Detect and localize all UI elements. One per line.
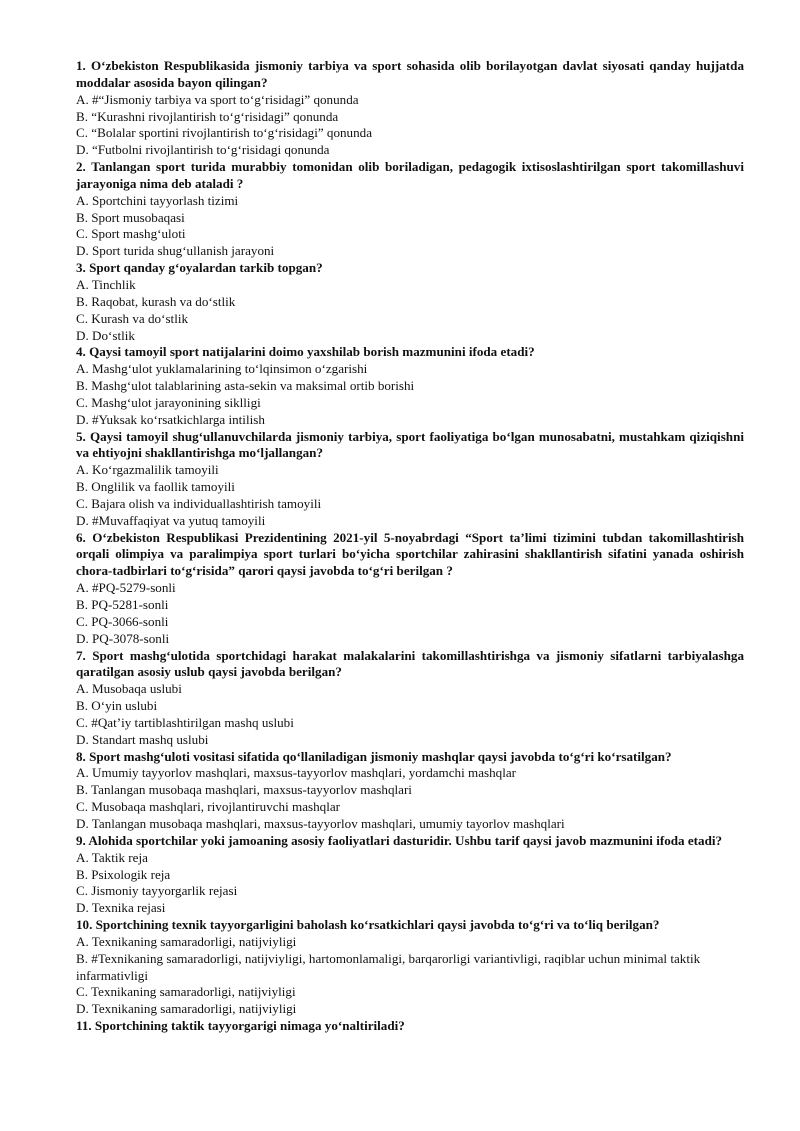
- question-10: 10. Sportchining texnik tayyorgarligini baholash ko‘rsatkichlari qaysi javobda to‘g‘ri va to‘liq berilgan?: [76, 917, 660, 933]
- question-9-option-d: D. Texnika rejasi: [76, 900, 166, 916]
- question-10-option-c: C. Texnikaning samaradorligi, natijviyligi: [76, 984, 296, 1000]
- question-4-option-c: C. Mashg‘ulot jarayonining siklligi: [76, 394, 261, 410]
- question-5-option-c: C. Bajara olish va individuallashtirish tamoyili: [76, 495, 322, 511]
- question-10-option-d: D. Texnikaning samaradorligi, natijviyligi: [76, 1001, 297, 1017]
- question-10-option-b: B. #Texnikaning samaradorligi, natijviyligi, hartomonlamaligi, barqarorligi variantivligi, raqiblar uchun minimal taktik infarmativligi: [76, 950, 701, 983]
- question-3: 3. Sport qanday g‘oyalardan tarkib topgan?: [76, 260, 323, 276]
- question-1-option-b: B. “Kurashni rivojlantirish to‘g‘risidagi” qonunda: [76, 108, 339, 124]
- question-6: 6. O‘zbekiston Respublikasi Prezidentining 2021-yil 5-noyabrdagi “Sport ta’limi tizimini tubdan takomillashtirish orqali olimpiya va paralimpiya sport turlari bo‘yicha sportchilar zahirasini shakllantirish sifatini yanada oshirish chora-tadbirlari to‘g‘risida” qarori qaysi javobda to‘g‘ri berilgan ?: [76, 529, 744, 579]
- question-8-option-a: A. Umumiy tayyorlov mashqlari, maxsus-tayyorlov mashqlari, yordamchi mashqlar: [76, 765, 517, 781]
- question-7-option-a: A. Musobaqa uslubi: [76, 681, 182, 697]
- question-1: 1. O‘zbekiston Respublikasida jismoniy tarbiya va sport sohasida olib borilayotgan davlat siyosati qanday hujjatda moddalar asosida bayon qilingan?: [76, 58, 744, 90]
- question-3-option-a: A. Tinchlik: [76, 276, 136, 292]
- question-1-option-a: A. #“Jismoniy tarbiya va sport to‘g‘risidagi” qonunda: [76, 91, 359, 107]
- question-4: 4. Qaysi tamoyil sport natijalarini doimo yaxshilab borish mazmunini ifoda etadi?: [76, 344, 535, 360]
- question-1-option-c: C. “Bolalar sportini rivojlantirish to‘g‘risidagi” qonunda: [76, 125, 373, 141]
- question-2-option-b: B. Sport musobaqasi: [76, 209, 185, 225]
- question-4-option-b: B. Mashg‘ulot talablarining asta-sekin va maksimal ortib borishi: [76, 378, 415, 394]
- question-2-option-d: D. Sport turida shug‘ullanish jarayoni: [76, 243, 275, 259]
- question-3-option-c: C. Kurash va do‘stlik: [76, 310, 189, 326]
- question-2-option-c: C. Sport mashg‘uloti: [76, 226, 186, 242]
- question-8-option-b: B. Tanlangan musobaqa mashqlari, maxsus-tayyorlov mashqlari: [76, 782, 412, 798]
- question-7-option-c: C. #Qat’iy tartiblashtirilgan mashq uslubi: [76, 714, 294, 730]
- question-8-option-c: C. Musobaqa mashqlari, rivojlantiruvchi mashqlar: [76, 799, 341, 815]
- question-5: 5. Qaysi tamoyil shug‘ullanuvchilarda jismoniy tarbiya, sport faoliyatiga bo‘lgan munosabatni, mustahkam qiziqishni va ehtiyojni shakllantirishga mo‘ljallangan?: [76, 428, 744, 461]
- question-5-option-d: D. #Muvaffaqiyat va yutuq tamoyili: [76, 512, 266, 528]
- question-9-option-b: B. Psixologik reja: [76, 866, 171, 882]
- question-11: 11. Sportchining taktik tayyorgarigi nimaga yo‘naltiriladi?: [76, 1018, 405, 1034]
- question-2-option-a: A. Sportchini tayyorlash tizimi: [76, 192, 239, 208]
- question-8-option-d: D. Tanlangan musobaqa mashqlari, maxsus-tayyorlov mashqlari, umumiy tayorlov mashqlari: [76, 815, 565, 831]
- question-5-option-a: A. Ko‘rgazmalilik tamoyili: [76, 462, 219, 478]
- question-4-option-d: D. #Yuksak ko‘rsatkichlarga intilish: [76, 411, 265, 427]
- question-6-option-b: B. PQ-5281-sonli: [76, 597, 169, 612]
- question-6-option-a: A. #PQ-5279-sonli: [76, 580, 176, 596]
- question-6-option-d: D. PQ-3078-sonli: [76, 630, 170, 646]
- question-3-option-b: B. Raqobat, kurash va do‘stlik: [76, 293, 236, 309]
- question-1-option-d: D. “Futbolni rivojlantirish to‘g‘risidagi qonunda: [76, 142, 330, 158]
- question-7: 7. Sport mashg‘ulotida sportchidagi harakat malakalarini takomillashtirishga va jismoniy sifatlarni tarbiyalashga qaratilgan asosiy uslub qaysi javobda berilgan?: [76, 647, 744, 680]
- question-4-option-a: A. Mashg‘ulot yuklamalarining to‘lqinsimon o‘zgarishi: [76, 361, 368, 377]
- question-3-option-d: D. Do‘stlik: [76, 327, 135, 343]
- question-8: 8. Sport mashg‘uloti vositasi sifatida qo‘llaniladigan jismoniy mashqlar qaysi javobda to‘g‘ri ko‘rsatilgan?: [76, 748, 672, 764]
- question-7-option-b: B. O‘yin uslubi: [76, 698, 158, 714]
- question-10-option-a: A. Texnikaning samaradorligi, natijviyligi: [76, 933, 297, 949]
- question-6-option-c: C. PQ-3066-sonli: [76, 613, 169, 629]
- question-7-option-d: D. Standart mashq uslubi: [76, 731, 209, 747]
- question-9: 9. Alohida sportchilar yoki jamoaning asosiy faoliyatlari dasturidir. Ushbu tarif qaysi javob mazmunini ifoda etadi?: [76, 832, 723, 848]
- question-9-option-c: C. Jismoniy tayyorgarlik rejasi: [76, 883, 238, 899]
- question-2: 2. Tanlangan sport turida murabbiy tomonidan olib boriladigan, pedagogik ixtisoslashtirilgan sport takomillashuvi jarayoniga nima deb ataladi ?: [76, 159, 744, 191]
- question-5-option-b: B. Onglilik va faollik tamoyili: [76, 479, 235, 495]
- question-9-option-a: A. Taktik reja: [76, 849, 148, 865]
- quiz-document: [76, 58, 744, 1035]
